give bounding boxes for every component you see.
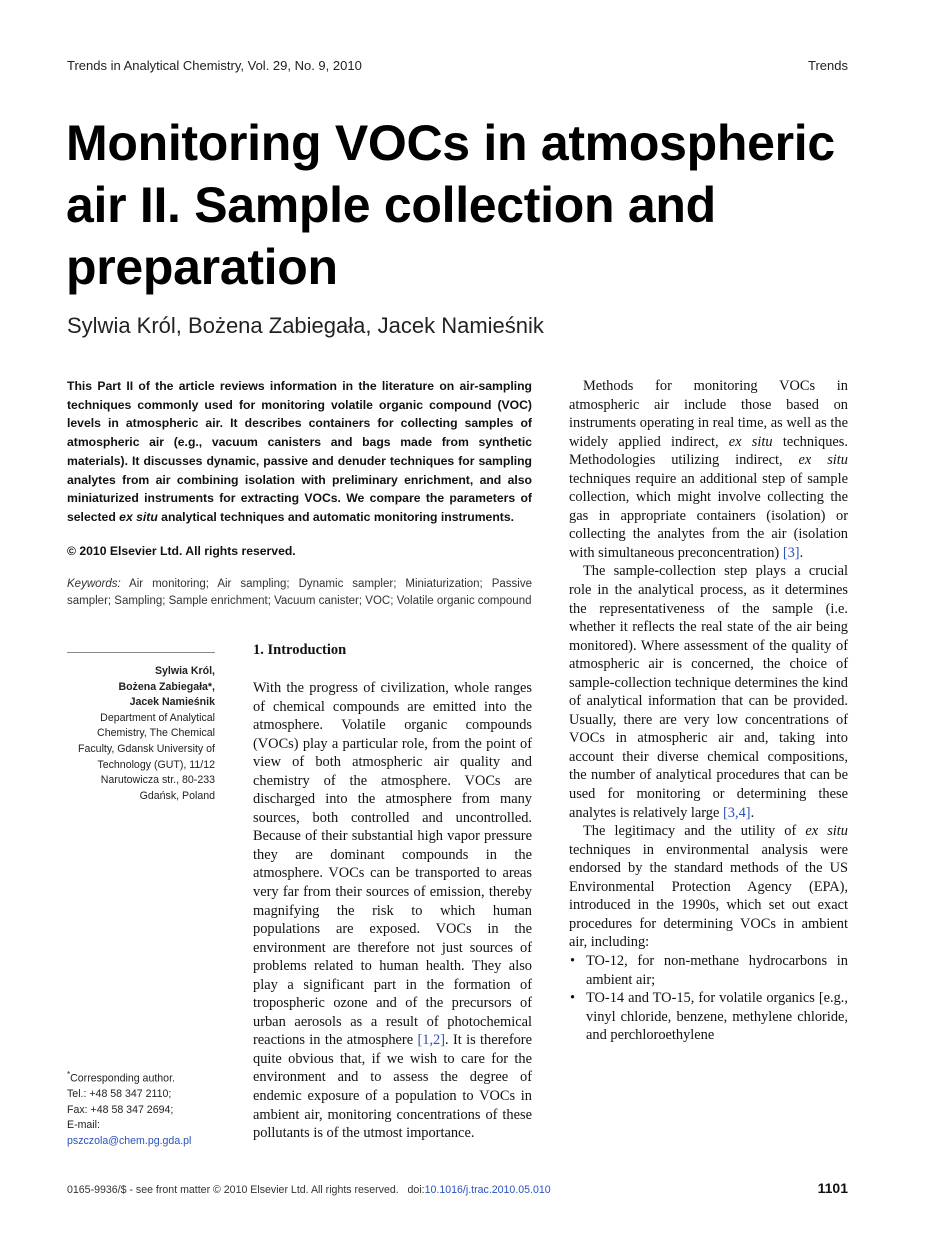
fax: Fax: +48 58 347 2694; xyxy=(67,1103,174,1116)
email-label: E-mail: xyxy=(67,1119,100,1132)
section-heading: 1. Introduction xyxy=(253,642,347,658)
keywords-text: Air monitoring; Air sampling; Dynamic sampler; Miniaturization; Passive sampler; Sampling; Sample enrichment; Vacuum canister; VOC; Volatile organic compound xyxy=(67,578,532,607)
page-footer xyxy=(67,1180,848,1196)
doi-label: doi: xyxy=(407,1184,425,1196)
doi-link[interactable]: 10.1016/j.trac.2010.05.010 xyxy=(424,1184,551,1196)
affiliation-name: Bożena Zabiegała*, xyxy=(118,680,215,693)
page-number: 1101 xyxy=(817,1180,848,1196)
article-title: Monitoring VOCs in atmospheric air II. Sample collection and preparation xyxy=(66,115,835,295)
corresponding-label: *Corresponding author. xyxy=(67,1070,175,1085)
author-affiliation xyxy=(67,664,215,804)
paragraph: Methods for monitoring VOCs in atmospheric air include those based on instruments operating in real time, as well as the widely applied indirect, ex situ techniques. Methodologies utilizing indirect, ex situ techniques require an additional step of sample collection, which might involve collecting the gas in appropriate containers (isolation) or collecting the analytes from the air (isolation with simultaneous preconcentration) [3]. xyxy=(569,378,848,561)
intro-paragraph: With the progress of civilization, whole ranges of chemical compounds are emitted into the atmosphere. Volatile organic compounds (VOCs) play a particular role, from the point of view of both atmospheric air quality and chemistry of the atmosphere. VOCs are discharged into the atmosphere from many sources, both controlled and uncontrolled. Because of their substantial high vapor pressure they are dominant compounds in the atmosphere. VOCs can be transported to areas very far from their sources of emission, thereby magnifying the risk to which human populations are exposed. VOCs in the environment are therefore not just sources of problems related to human health. They also play a significant part in the formation of tropospheric ozone and of the precursors of urban aerosols as a result of photochemical reactions in the atmosphere [1,2]. It is therefore quite obvious that, if we wish to care for the environment and to assess the degree of endemic exposure of a population to VOCs in ambient air, monitoring concentrations of these pollutants is of the utmost importance. xyxy=(253,680,532,1142)
email-line xyxy=(67,1118,227,1149)
journal-citation: Trends in Analytical Chemistry, Vol. 29, No. 9, 2010 xyxy=(67,58,362,73)
method-list xyxy=(569,952,848,1045)
telephone: Tel.: +48 58 347 2110; xyxy=(67,1088,172,1101)
list-item: • TO-14 and TO-15, for volatile organics [e.g., vinyl chloride, benzene, methylene chloride, and perchloroethylene xyxy=(569,989,848,1045)
affiliation-name: Jacek Namieśnik xyxy=(129,696,215,709)
footer-info xyxy=(67,1184,551,1196)
keywords xyxy=(67,576,532,610)
issn-line: 0165-9936/$ - see front matter © 2010 Elsevier Ltd. All rights reserved. xyxy=(67,1184,399,1196)
sidebar-divider xyxy=(67,652,215,653)
corresponding-author xyxy=(67,1067,227,1150)
citation-link[interactable]: [3,4] xyxy=(722,804,751,821)
list-item: • TO-12, for non-methane hydrocarbons in ambient air; xyxy=(569,952,848,989)
abstract-italic: ex situ xyxy=(119,509,158,524)
email-link[interactable]: pszczola@chem.pg.gda.pl xyxy=(67,1134,192,1147)
abstract-text-2: analytical techniques and automatic monitoring instruments. xyxy=(157,509,515,524)
author-list: Sylwia Król, Bożena Zabiegała, Jacek Namieśnik xyxy=(67,313,544,338)
citation-link[interactable]: [3] xyxy=(782,544,800,561)
section-label: Trends xyxy=(808,58,848,73)
abstract xyxy=(67,377,532,527)
citation-link[interactable]: [1,2] xyxy=(417,1032,446,1049)
right-column xyxy=(569,377,848,1045)
affiliation-department: Department of Analytical Chemistry, The Chemical Faculty, Gdansk University of Technology (GUT), 11/12 Narutowicza str., 80-233 Gdańsk, Poland xyxy=(78,711,215,802)
paragraph: The legitimacy and the utility of ex situ techniques in environmental analysis were endorsed by the standard methods of the US Environmental Protection Agency (EPA), introduced in the 1990s, which set out exact procedures for determining VOCs in ambient air, including: xyxy=(569,823,848,951)
abstract-text-1: This Part II of the article reviews information in the literature on air-sampling techniques commonly used for monitoring volatile organic compound (VOC) levels in atmospheric air. It describes containers for collecting samples of atmospheric air (e.g., vacuum canisters and bags made from synthetic materials). It discusses dynamic, passive and denuder techniques for sampling analytes from air combining isolation with preliminary enrichment, and also miniaturized instruments for extracting VOCs. We compare the parameters of selected xyxy=(67,379,532,524)
affiliation-name: Sylwia Król, xyxy=(154,665,215,677)
keywords-label: Keywords: xyxy=(67,578,121,590)
copyright-notice: © 2010 Elsevier Ltd. All rights reserved. xyxy=(67,544,296,558)
corresponding-marker: * xyxy=(67,1070,71,1079)
paragraph: The sample-collection step plays a crucial role in the analytical process, as it determines the representativeness of the sample (i.e. whether it reflects the real state of the air being monitored). Where assessment of the quality of atmospheric air is concerned, the choice of sample-collection technique determines the kind of analytical information that can be provided. Usually, there are very low concentrations of VOCs in atmospheric air and, taking into account their diverse chemical compositions, the number of analytical procedures that can be used for monitoring or determining these analytes is relatively large [3,4]. xyxy=(569,563,848,821)
running-head xyxy=(67,58,848,73)
